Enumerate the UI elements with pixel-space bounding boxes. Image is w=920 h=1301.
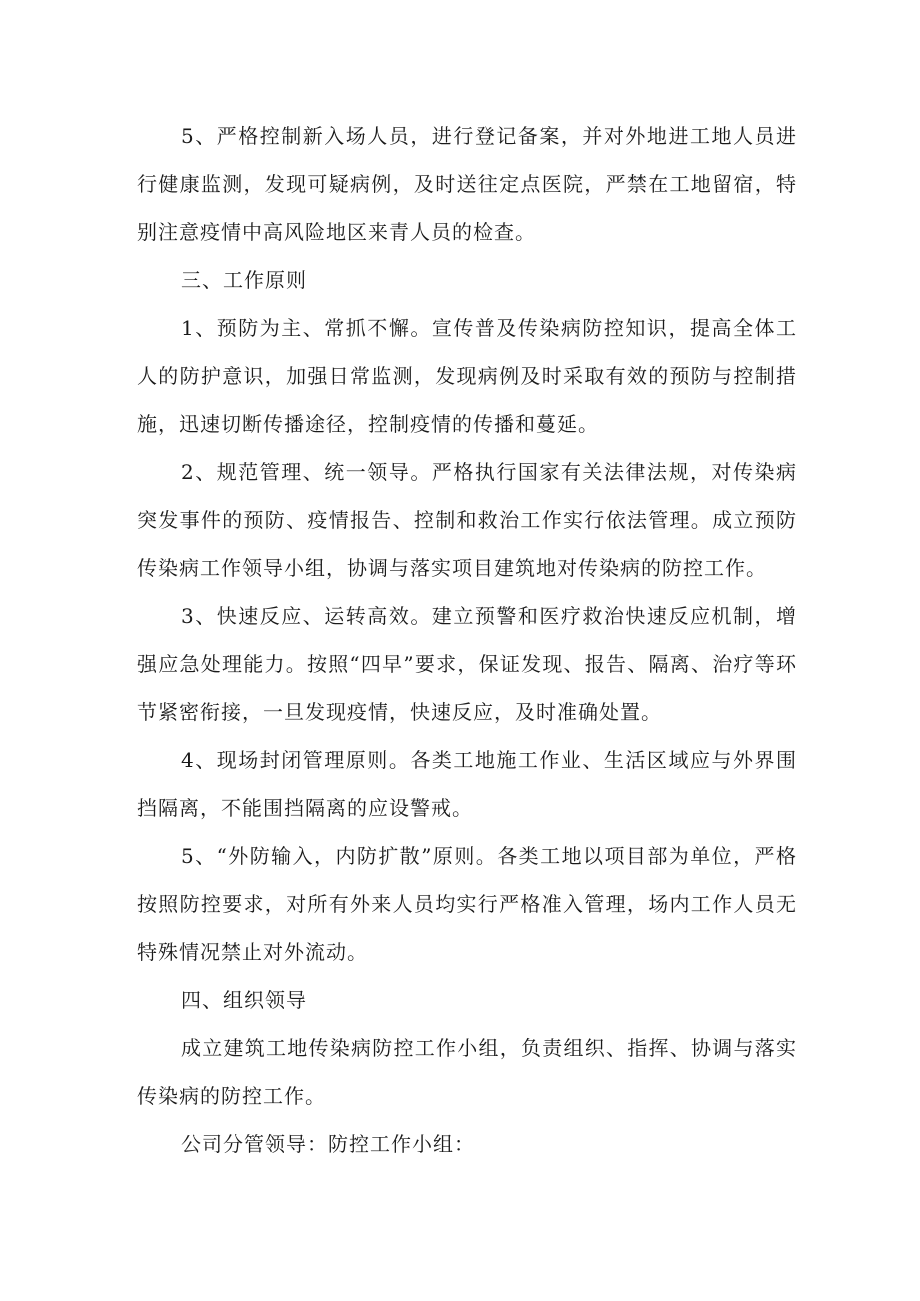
paragraph-principle-4: 4、现场封闭管理原则。各类工地施工作业、生活区域应与外界围挡隔离，不能围挡隔离的应设警戒。	[137, 748, 797, 820]
section-heading-principles: 三、工作原则	[181, 268, 307, 292]
paragraph-principle-5: 5、“外防输入，内防扩散”原则。各类工地以项目部为单位，严格按照防控要求，对所有外来人员均实行严格准入管理，场内工作人员无特殊情况禁止对外流动。	[137, 844, 797, 964]
paragraph-organization: 成立建筑工地传染病防控工作小组，负责组织、指挥、协调与落实传染病的防控工作。	[137, 1036, 797, 1108]
paragraph-principle-2: 2、规范管理、统一领导。严格执行国家有关法律法规，对传染病突发事件的预防、疫情报告、控制和救治工作实行依法管理。成立预防传染病工作领导小组，协调与落实项目建筑地对传染病的防控工作。	[137, 460, 797, 580]
document-body	[137, 112, 797, 1168]
paragraph-principle-3: 3、快速反应、运转高效。建立预警和医疗救治快速反应机制，增强应急处理能力。按照“四早”要求，保证发现、报告、隔离、治疗等环节紧密衔接，一旦发现疫情，快速反应，及时准确处置。	[137, 604, 797, 724]
section-heading-organization: 四、组织领导	[181, 988, 307, 1012]
paragraph-principle-1: 1、预防为主、常抓不懈。宣传普及传染病防控知识，提高全体工人的防护意识，加强日常监测，发现病例及时采取有效的预防与控制措施，迅速切断传播途径，控制疫情的传播和蔓延。	[137, 316, 797, 436]
paragraph-leadership: 公司分管领导：防控工作小组：	[181, 1132, 475, 1156]
paragraph-entry-control: 5、严格控制新入场人员，进行登记备案，并对外地进工地人员进行健康监测，发现可疑病例，及时送往定点医院，严禁在工地留宿，特别注意疫情中高风险地区来青人员的检查。	[137, 124, 797, 244]
